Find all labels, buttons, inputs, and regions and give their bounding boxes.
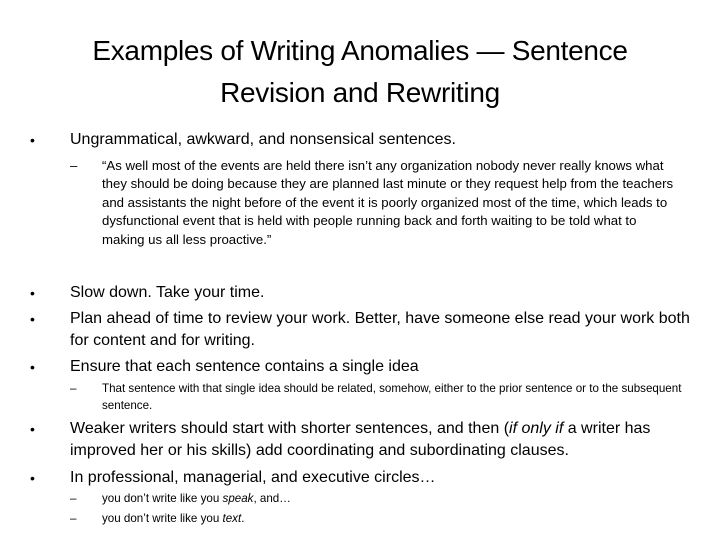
slide-title: Examples of Writing Anomalies — Sentence Revision and Rewriting [92,35,628,108]
emphasis-text: if only if [509,420,564,437]
sub-bullet-text-part: , and… [253,492,291,505]
bullet-text [70,418,690,462]
sub-bullet-marker: – [70,492,77,505]
sub-bullet-text-part: you don’t write like you [102,512,223,525]
bullet-text: Plan ahead of time to review your work. Better, have someone else read your work both for content and for writing. [70,310,690,349]
bullet-text: Slow down. Take your time. [70,284,265,301]
sub-bullet-marker: – [70,158,78,173]
bullet-text: Ungrammatical, awkward, and nonsensical sentences. [70,131,456,148]
sub-bullet-text-part: you don’t write like you [102,492,223,505]
bullet-marker: • [30,132,35,148]
sub-bullet-marker: – [70,512,77,525]
bullet-marker: • [30,470,35,486]
emphasis-text: speak [222,492,254,505]
sub-bullet-text [102,490,692,507]
bullet-marker: • [30,359,35,375]
sub-bullet-marker: – [70,382,77,395]
quoted-example-text: “As well most of the events are held there isn’t any organization nobody never really knows what they should be doing because they are planned last minute or they request help from the teachers and assistants the night before of the event it is poorly organized most of the time, which leads to dysfunctional event that is held with people running back and forth waiting to be told what to making us all less proactive.” [102,158,674,247]
bullet-text-part: Weaker writers should start with shorter sentences, and then ( [70,420,510,437]
bullet-text: In professional, managerial, and executive circles… [70,469,436,486]
sub-bullet-text-part: . [241,512,245,525]
emphasis-text: text [222,512,242,525]
bullet-text: Ensure that each sentence contains a single idea [70,358,419,375]
sub-bullet-text: That sentence with that single idea should be related, somehow, either to the prior sentence or to the subsequent sentence. [102,382,682,412]
bullet-marker: • [30,311,35,327]
bullet-text-part: a writer has improved her or his skills) add coordinating and subordinating clauses. [70,420,651,459]
bullet-marker: • [30,421,35,437]
sub-bullet-text [102,510,692,527]
bullet-marker: • [30,285,35,301]
